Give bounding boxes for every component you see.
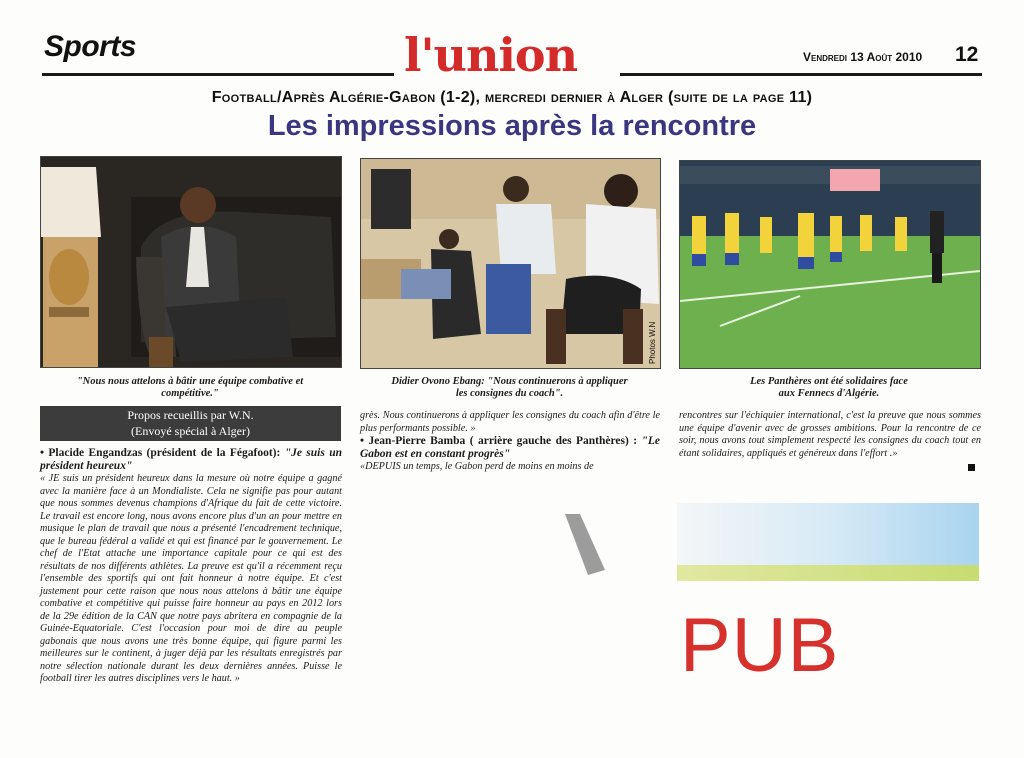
caption-line: Didier Ovono Ebang: "Nous continuerons à appliquer — [391, 376, 628, 387]
caption-line: Les Panthères ont été solidaires face — [750, 376, 908, 387]
newspaper-masthead: l'union — [404, 28, 578, 82]
photo-locker-room — [360, 158, 661, 369]
photo-caption-2 — [360, 376, 659, 400]
interview-body: « JE suis un président heureux dans la mesure où notre équipe a gagné avec la manière face à un Mondialiste. Cela ne signifie pas pour autant que nous sommes devenus champions d'Afrique du fait de cette victoire. Le travail est encore long, nous avons encore plus d'un an pour mettre en musique le plan de travail que nous a présenté l'encadrement technique, que le bureau fédéral a validé et qui est financé par le gouvernement. Le chef de l'Etat attache une importance capitale pour ce qui est des résultats de nos différents athlètes. La preuve est qu'il a récemment reçu l'ensemble des sportifs qui ont fait honneur à notre équipe. Et c'est justement pour cette raison que nous nous attelons à bâtir une équipe combative et compétitive qui puisse faire honneur au pays en 2012 lors de la 29e édition de la CAN que notre pays abritera en compagnie de la Guinée-Equatoriale. C'est l'occasion pour moi de dire au peuple gabonais que nous avons une très bonne équipe, qui figure parmi les meilleures sur le continent, à juger déjà par les résultats enregistrés par notre sélection nationale durant les deux dernières années. Puisse le football tirer les autres disciplines vers le haut. » — [40, 473, 342, 684]
interview-body: rencontres sur l'échiquier international, c'est la preuve que nous sommes une équipe d'avenir avec de grosses ambitions. Pour la rencontre de ce soir, nous avons tout simplement respecté les consignes du coach tout en étant solidaires, appliqués et généreux dans l'effort .» — [679, 410, 981, 459]
ad-banner-stripe — [677, 565, 979, 581]
photo-credit: Photos W.N — [648, 321, 657, 364]
caption-line: compétitive." — [161, 388, 219, 399]
caption-line: aux Fennecs d'Algérie. — [778, 388, 880, 399]
caption-line: "Nous nous attelons à bâtir une équipe combative et — [76, 376, 304, 387]
interviewee-name: • Placide Engandzas (président de la Fégafoot): — [40, 447, 285, 459]
byline-location: (Envoyé spécial à Alger) — [131, 424, 250, 438]
photo-caption-1 — [40, 376, 340, 400]
article-headline: Les impressions après la rencontre — [267, 110, 757, 142]
interview-lead-engandzas — [40, 447, 342, 473]
page-number: 12 — [955, 43, 979, 66]
article-column-1 — [40, 447, 342, 686]
photo-stadium — [679, 160, 981, 369]
article-column-2 — [360, 410, 660, 474]
interview-title-quote: "Le Gabon est en constant progrès" — [360, 435, 660, 460]
interview-title-quote: "Je suis un président heureux" — [40, 447, 342, 472]
section-label: Sports — [44, 30, 137, 63]
ad-label: PUB — [680, 603, 840, 688]
byline-author: Propos recueillis par W.N. — [127, 408, 254, 422]
photo-caption-3 — [679, 376, 979, 400]
interviewee-name: • Jean-Pierre Bamba ( arrière gauche des Panthères) : — [360, 435, 642, 447]
interview-body: «DEPUIS un temps, le Gabon perd de moins en moins de — [360, 461, 594, 472]
article-kicker: Football/Après Algérie-Gabon (1-2), mercredi dernier à Alger (suite de la page 11) — [211, 89, 813, 106]
interview-body: grès. Nous continuerons à appliquer les consignes du coach afin d'être le plus performants possible. » — [360, 410, 660, 434]
issue-date: Vendredi 13 Août 2010 — [803, 50, 923, 64]
byline-box — [40, 406, 341, 441]
article-end-mark — [968, 464, 975, 471]
article-column-3 — [679, 410, 981, 460]
ad-fragment-shape — [560, 512, 610, 577]
interview-lead-bamba — [360, 435, 660, 461]
header-rule-left — [42, 73, 394, 76]
header-rule-right — [620, 73, 982, 76]
caption-line: les consignes du coach". — [455, 388, 564, 399]
photo-president — [40, 156, 342, 368]
